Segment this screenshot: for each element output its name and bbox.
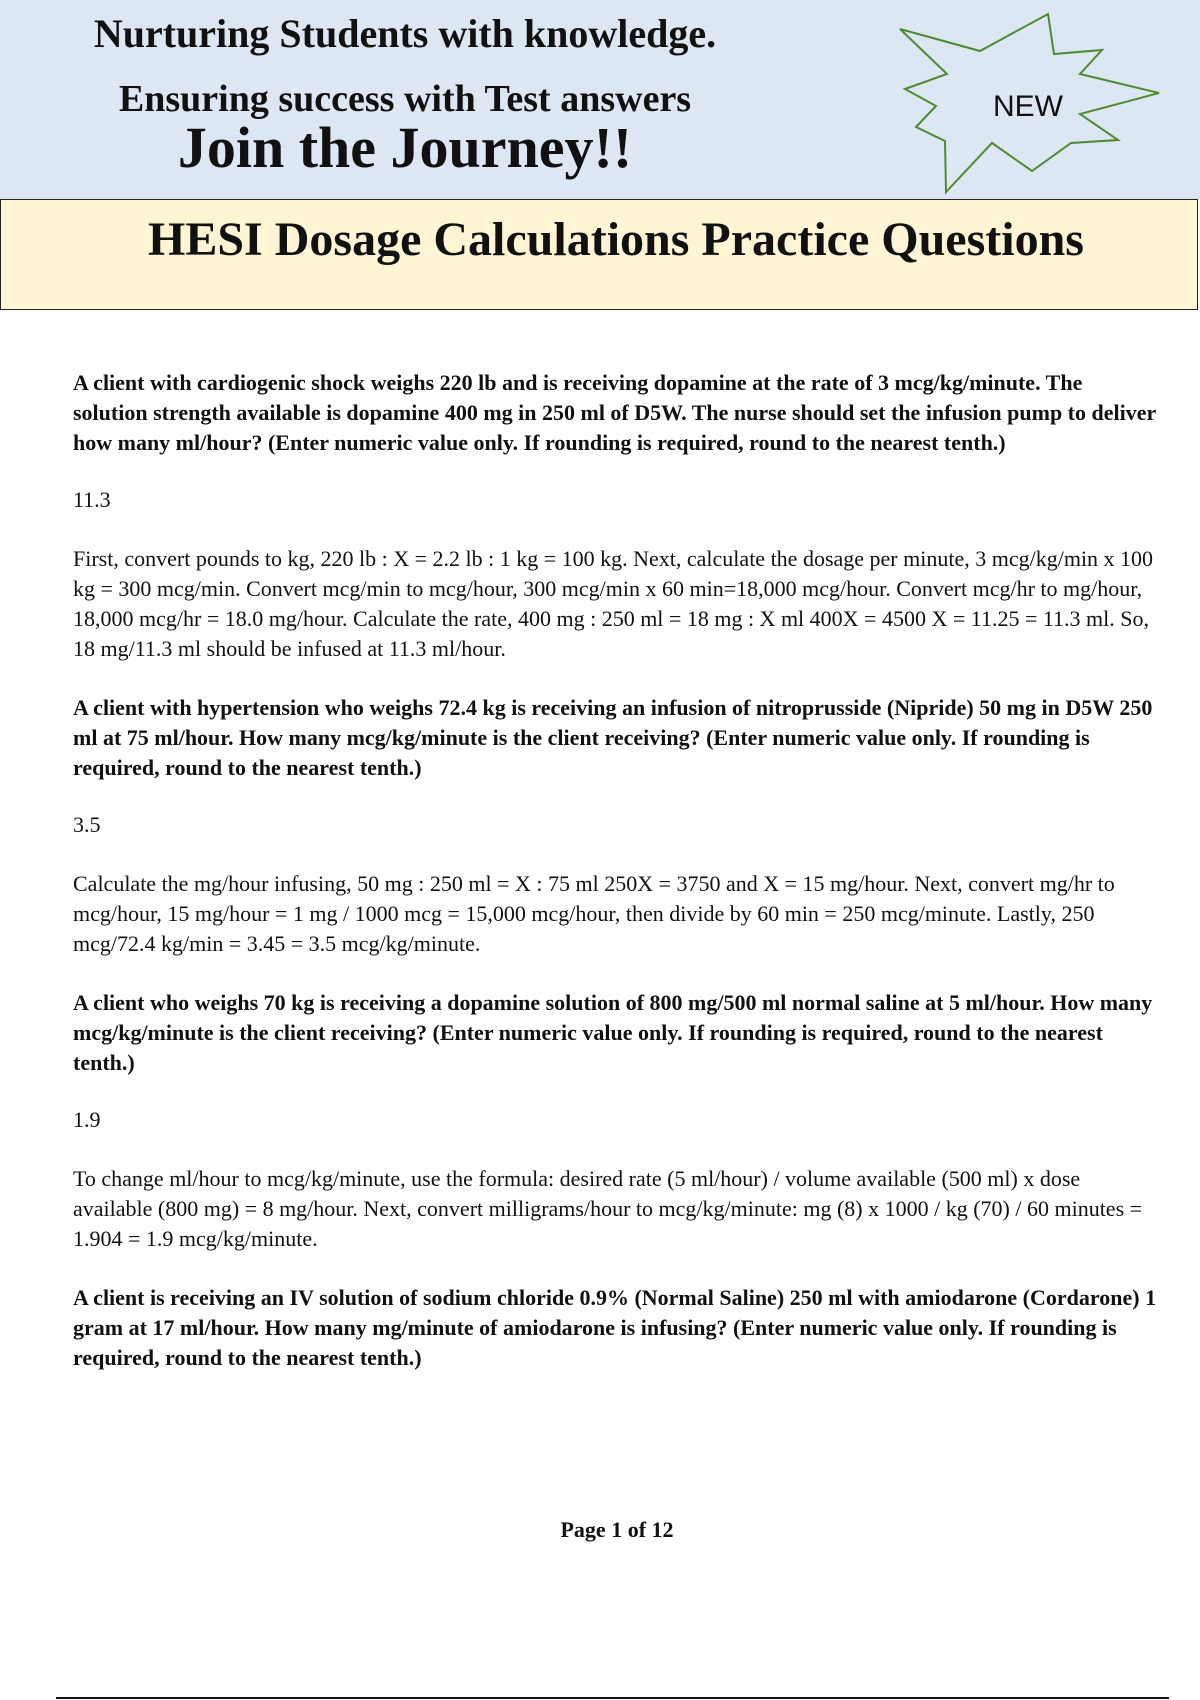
question-text: A client is receiving an IV solution of sodium chloride 0.9% (Normal Saline) 250 ml with amiodarone (Cordarone) 1 gram at 17 ml/hour. How many mg/minute of amiodarone is infusing? (Enter numeric value only. If rounding is required, round to the nearest tenth.): [73, 1285, 1157, 1370]
tagline-join: Join the Journey!!: [177, 115, 633, 180]
tagline-knowledge: Nurturing Students with knowledge.: [93, 11, 717, 56]
question-text: A client with cardiogenic shock weighs 220 lb and is receiving dopamine at the rate of 3 mcg/kg/minute. The solution strength available is dopamine 400 mg in 250 ml of D5W. The nurse should set the infusion pump to deliver how many ml/hour? (Enter numeric value only. If rounding is required, round to the nearest tenth.): [73, 370, 1156, 455]
document-title-box: [0, 199, 1198, 310]
answer-explanation: To change ml/hour to mcg/kg/minute, use the formula: desired rate (5 ml/hour) / volume available (500 ml) x dose available (800 mg) = 8 mg/hour. Next, convert milligrams/hour to mcg/kg/minute: mg (8) x 1000 / kg (70) / 60 minutes = 1.904 = 1.9 mcg/kg/minute.: [73, 1166, 1143, 1251]
answer-explanation: Calculate the mg/hour infusing, 50 mg : 250 ml = X : 75 ml 250X = 3750 and X = 15 mg/hour. Next, convert mg/hr to mcg/hour, 15 mg/hour = 1 mg / 1000 mcg = 15,000 mcg/hour, then divide by 60 min = 250 mcg/minute. Lastly, 250 mcg/72.4 kg/min = 3.45 = 3.5 mcg/kg/minute.: [73, 871, 1115, 956]
question-text: A client who weighs 70 kg is receiving a dopamine solution of 800 mg/500 ml normal saline at 5 ml/hour. How many mcg/kg/minute is the client receiving? (Enter numeric value only. If rounding is required, round to the nearest tenth.): [73, 990, 1153, 1075]
answer-value: 11.3: [73, 487, 111, 512]
new-badge-label: NEW: [993, 90, 1063, 123]
question-text: A client with hypertension who weighs 72.4 kg is receiving an infusion of nitroprusside (Nipride) 50 mg in D5W 250 ml at 75 ml/hour. How many mcg/kg/minute is the client receiving? (Enter numeric value only. If rounding is required, round to the nearest tenth.): [73, 695, 1153, 780]
tagline-success: Ensuring success with Test answers: [118, 78, 692, 120]
question-list: [73, 368, 1160, 1373]
page-title: HESI Dosage Calculations Practice Questions: [148, 213, 1084, 266]
new-starburst-badge: [895, 10, 1165, 196]
page-number: Page 1 of 12: [560, 1517, 674, 1542]
header-banner: [0, 0, 1200, 199]
answer-value: 1.9: [73, 1107, 101, 1132]
bottom-divider: [56, 1697, 1169, 1699]
answer-value: 3.5: [73, 812, 101, 837]
answer-explanation: First, convert pounds to kg, 220 lb : X = 2.2 lb : 1 kg = 100 kg. Next, calculate the dosage per minute, 3 mcg/kg/min x 100 kg = 300 mcg/min. Convert mcg/min to mcg/hour, 300 mcg/min x 60 min=18,000 mcg/hour. Convert mcg/hr to mg/hour, 18,000 mcg/hr = 18.0 mg/hour. Calculate the rate, 400 mg : 250 ml = 18 mg : X ml 400X = 4500 X = 11.25 = 11.3 ml. So, 18 mg/11.3 ml should be infused at 11.3 ml/hour.: [73, 546, 1154, 661]
